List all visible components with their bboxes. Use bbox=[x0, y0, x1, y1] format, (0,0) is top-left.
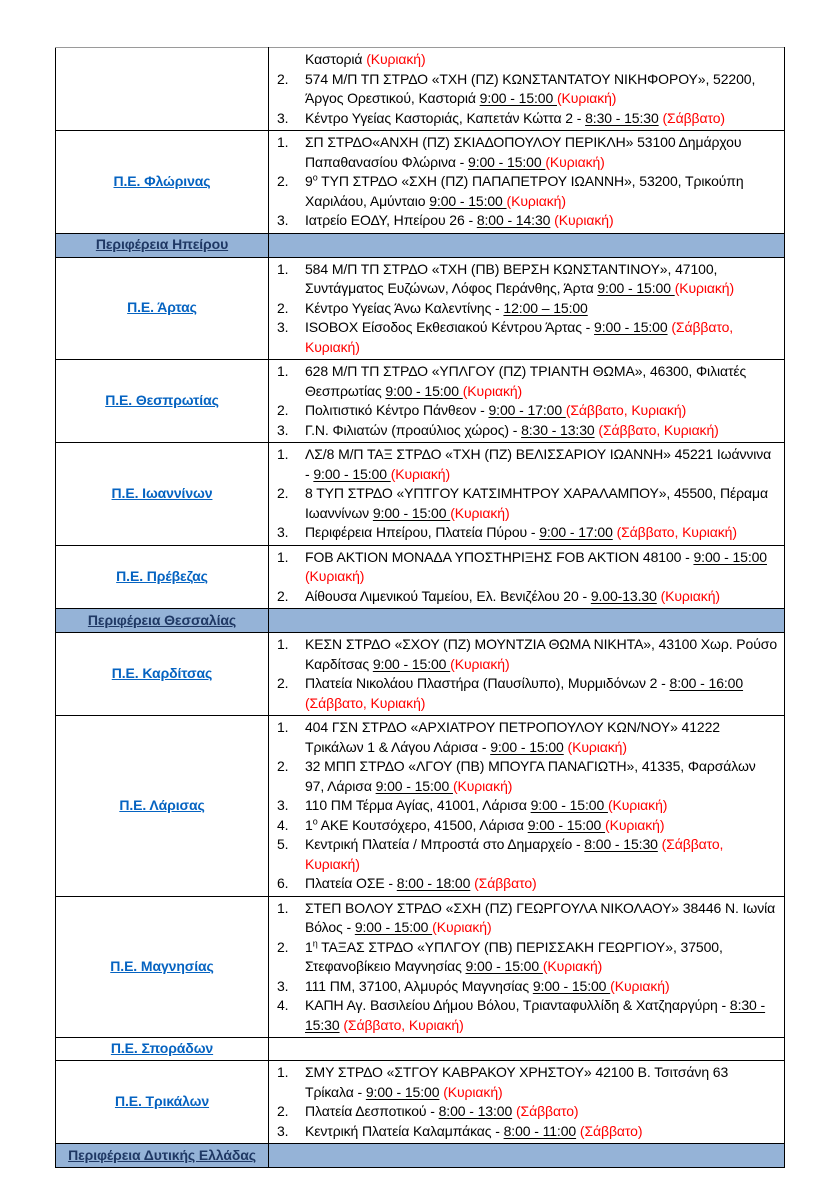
text-segment: ΣΠ ΣΤΡΔΟ«ΑΝΧΗ (ΠΖ) ΣΚΙΑΔΟΠΟΥΛΟΥ ΠΕΡΙΚΛΗ» 53100 Δημάρχου Παπαθανασίου Φλώρινα - bbox=[305, 134, 742, 170]
time-range: 9:00 - 17:00 bbox=[539, 524, 613, 540]
ordinal-suffix: ο bbox=[312, 172, 318, 183]
item-number: 1. bbox=[277, 636, 289, 652]
day-label: (Κυριακή) bbox=[556, 90, 617, 106]
region-cell bbox=[56, 48, 269, 131]
time-range: 9:00 - 15:00 bbox=[594, 319, 668, 335]
day-label: (Κυριακή) bbox=[462, 382, 523, 399]
location-item bbox=[277, 977, 780, 997]
text-segment: 404 ΓΣΝ ΣΤΡΔΟ «ΑΡΧΙΑΤΡΟΥ ΠΕΤΡΟΠΟΥΛΟΥ ΚΩΝ/ΝΟΥ» 41222 Τρικάλων 1 & Λάγου Λάρισα - bbox=[305, 719, 720, 755]
day-label: (Κυριακή) bbox=[660, 587, 720, 604]
locations-cell bbox=[269, 1061, 785, 1144]
text-segment: Κεντρική Πλατεία / Μπροστά στο Δημαρχείο - bbox=[305, 836, 585, 852]
item-number: 4. bbox=[277, 997, 289, 1013]
day-label: (Σάββατο, Κυριακή) bbox=[616, 524, 737, 540]
text-segment: 574 Μ/Π ΤΠ ΣΤΡΔΟ «ΤΧΗ (ΠΖ) ΚΩΝΣΤΑΝΤΑΤΟΥ ΝΙΚΗΦΟΡΟΥ», 52200, Άργος Ορεστικού, Καστοριά bbox=[305, 70, 756, 106]
item-number: 3. bbox=[277, 212, 289, 228]
time-range: 9:00 - 15:00 bbox=[597, 280, 675, 296]
locations-cell bbox=[269, 257, 785, 360]
location-item bbox=[277, 548, 780, 587]
location-item bbox=[277, 674, 780, 713]
location-item bbox=[277, 421, 780, 441]
text-segment: Πλατεία ΟΣΕ - bbox=[305, 875, 397, 891]
table-body bbox=[56, 48, 785, 1168]
region-row bbox=[56, 443, 785, 546]
location-item bbox=[277, 835, 780, 874]
day-label: (Κυριακή) bbox=[452, 777, 513, 794]
time-range: 9:00 - 15:00 bbox=[530, 797, 608, 813]
text-segment: ISOBOX Είσοδος Εκθεσιακού Κέντρου Άρτας - bbox=[305, 319, 595, 335]
item-text bbox=[305, 977, 780, 997]
item-number: 2. bbox=[277, 758, 289, 774]
day-label: (Σάββατο) bbox=[515, 1103, 579, 1119]
item-number: 1. bbox=[277, 446, 289, 462]
locations-cell bbox=[269, 1038, 785, 1061]
section-header-label: Περιφέρεια Δυτικής Ελλάδας bbox=[68, 1146, 256, 1163]
day-label: (Σάββατο, Κυριακή) bbox=[598, 421, 719, 438]
day-label: (Σάββατο) bbox=[474, 875, 537, 891]
day-label: (Κυριακή) bbox=[390, 465, 451, 482]
item-number: 2. bbox=[277, 402, 289, 418]
day-label: (Κυριακή) bbox=[432, 919, 492, 935]
day-label: (Κυριακή) bbox=[450, 504, 510, 521]
locations-cell bbox=[269, 633, 785, 716]
text-segment: 9 bbox=[305, 173, 313, 189]
item-number: 1. bbox=[277, 260, 289, 277]
text-segment: Πλατεία Δεσποτικού - bbox=[305, 1103, 439, 1119]
location-item bbox=[277, 1122, 780, 1142]
location-item bbox=[277, 318, 780, 357]
section-header-label: Περιφέρεια Ηπείρου bbox=[95, 236, 229, 252]
time-range: 9:00 - 15:00 bbox=[429, 192, 507, 209]
item-text bbox=[305, 70, 780, 109]
region-link[interactable]: Π.Ε. Ιωαννίνων bbox=[111, 484, 213, 501]
location-item bbox=[277, 899, 780, 938]
section-header-empty-cell bbox=[269, 609, 785, 633]
region-link[interactable]: Π.Ε. Σποράδων bbox=[110, 1040, 214, 1056]
text-segment: 628 Μ/Π ΤΠ ΣΤΡΔΟ «ΥΠΛΓΟΥ (ΠΖ) ΤΡΙΑΝΤΗ ΘΩΜΑ», 46300, Φιλιατές Θεσπρωτίας bbox=[305, 363, 747, 399]
day-label: (Κυριακή) bbox=[450, 655, 510, 672]
time-range: 9:00 - 15:00 bbox=[372, 504, 451, 521]
region-link[interactable]: Π.Ε. Θεσπρωτίας bbox=[105, 392, 219, 408]
day-label: (Κυριακή) bbox=[366, 51, 426, 67]
section-header-row bbox=[56, 233, 785, 257]
item-text bbox=[305, 172, 780, 211]
ordinal-suffix: ο bbox=[312, 815, 318, 826]
item-number: 2. bbox=[277, 675, 289, 691]
region-cell bbox=[56, 257, 269, 360]
item-text bbox=[305, 484, 780, 523]
day-label: (Σάββατο, Κυριακή) bbox=[565, 402, 687, 418]
time-range: 9:00 - 15:00 bbox=[375, 777, 453, 794]
time-range: 9:00 - 15:00 bbox=[490, 738, 564, 755]
day-label: (Σάββατο, Κυριακή) bbox=[305, 836, 724, 872]
item-text bbox=[305, 318, 780, 357]
region-cell bbox=[56, 545, 269, 609]
text-segment: 8 ΤΥΠ ΣΤΡΔΟ «ΥΠΤΓΟΥ ΚΑΤΣΙΜΗΤΡΟΥ ΧΑΡΑΛΑΜΠΟΥ», 45500, Πέραμα Ιωαννίνων bbox=[305, 485, 768, 521]
region-cell bbox=[56, 131, 269, 234]
day-label: (Κυριακή) bbox=[605, 816, 665, 833]
day-label: (Σάββατο) bbox=[579, 1122, 643, 1139]
day-label: (Σάββατο, Κυριακή) bbox=[305, 694, 426, 711]
item-text bbox=[305, 816, 780, 836]
text-segment: ΤΑΞΑΣ ΣΤΡΔΟ «ΥΠΛΓΟΥ (ΠΒ) ΠΕΡΙΣΣΑΚΗ ΓΕΩΡΓΙΟΥ», 37500, Στεφανοβίκειο Μαγνησίας bbox=[305, 938, 723, 974]
region-row bbox=[56, 896, 785, 1038]
time-range: 9:00 - 15:00 bbox=[468, 153, 546, 170]
location-item bbox=[277, 996, 780, 1035]
text-segment: 584 Μ/Π ΤΠ ΣΤΡΔΟ «ΤΧΗ (ΠΒ) ΒΕΡΣΗ ΚΩΝΣΤΑΝΤΙΝΟΥ», 47100, Συντάγματος Ευζώνων, Λόφος Περάνθης, Άρτα bbox=[305, 260, 718, 296]
text-segment: Κέντρο Υγείας Καστοριάς, Καπετάν Κώττα 2 - bbox=[305, 109, 586, 126]
item-text bbox=[305, 718, 780, 757]
location-item bbox=[277, 260, 780, 299]
day-label: (Κυριακή) bbox=[567, 738, 627, 755]
location-item bbox=[277, 523, 780, 543]
section-header-label: Περιφέρεια Θεσσαλίας bbox=[87, 611, 237, 628]
item-number: 2. bbox=[277, 1103, 289, 1119]
location-item bbox=[277, 211, 780, 231]
item-text bbox=[305, 874, 780, 894]
region-link[interactable]: Π.Ε. Πρέβεζας bbox=[116, 567, 208, 584]
location-item bbox=[277, 70, 780, 109]
time-range: 8:00 - 18:00 bbox=[396, 875, 471, 891]
text-segment: ΚΑΠΗ Αγ. Βασιλείου Δήμου Βόλου, Τριανταφυλλίδη & Χατζηαργύρη - bbox=[305, 997, 730, 1013]
text-segment: Καστοριά bbox=[305, 51, 367, 67]
item-text bbox=[305, 757, 780, 796]
region-row bbox=[56, 633, 785, 716]
time-range: 8:00 - 11:00 bbox=[503, 1122, 577, 1139]
region-row bbox=[56, 48, 785, 131]
time-range: 9:00 - 15:00 bbox=[365, 1083, 440, 1100]
item-number: 1. bbox=[277, 363, 289, 379]
region-link[interactable]: Π.Ε. Μαγνησίας bbox=[110, 957, 214, 974]
time-range: 9:00 - 15:00 bbox=[532, 977, 611, 994]
item-text bbox=[305, 133, 780, 172]
item-text bbox=[305, 938, 780, 977]
region-row bbox=[56, 360, 785, 443]
item-number: 2. bbox=[277, 299, 289, 316]
text-segment: 1 bbox=[305, 938, 313, 955]
region-row bbox=[56, 1061, 785, 1144]
day-label: (Κυριακή) bbox=[554, 212, 614, 228]
item-number: 3. bbox=[277, 524, 289, 540]
region-row bbox=[56, 257, 785, 360]
text-segment: ΑΚΕ Κουτσόχερο, 41500, Λάρισα bbox=[317, 816, 528, 833]
region-cell bbox=[56, 896, 269, 1038]
day-label: (Κυριακή) bbox=[542, 958, 603, 974]
locations-cell bbox=[269, 48, 785, 131]
item-text bbox=[305, 796, 780, 816]
location-item bbox=[277, 484, 780, 523]
section-header-row bbox=[56, 1144, 785, 1168]
location-item bbox=[277, 445, 780, 484]
item-text bbox=[305, 211, 780, 231]
item-text bbox=[305, 835, 780, 874]
time-range: 8:00 - 14:30 bbox=[476, 212, 551, 228]
item-text bbox=[305, 548, 780, 587]
location-item bbox=[277, 50, 780, 70]
region-link[interactable]: Π.Ε. Άρτας bbox=[127, 299, 197, 316]
item-text bbox=[305, 109, 780, 129]
section-header-cell bbox=[56, 609, 269, 633]
text-segment: Πλατεία Νικολάου Πλαστήρα (Παυσίλυπο), Μυρμιδόνων 2 - bbox=[305, 675, 670, 691]
time-range: 9:00 - 15:00 bbox=[385, 382, 463, 399]
region-link[interactable]: Π.Ε. Καρδίτσας bbox=[111, 665, 213, 681]
text-segment: 111 ΠΜ, 37100, Αλμυρός Μαγνησίας bbox=[305, 977, 533, 994]
locations-cell bbox=[269, 896, 785, 1038]
time-range: 8:00 - 13:00 bbox=[438, 1103, 513, 1119]
location-item bbox=[277, 133, 780, 172]
item-number: 2. bbox=[277, 70, 289, 87]
time-range: 9:00 - 15:00 bbox=[693, 548, 767, 565]
day-label: (Κυριακή) bbox=[506, 192, 566, 209]
item-text bbox=[305, 1102, 780, 1122]
item-number: 1. bbox=[277, 719, 289, 735]
item-number: 3. bbox=[277, 1122, 289, 1139]
item-text bbox=[305, 299, 780, 319]
time-range: 9:00 - 15:00 bbox=[372, 655, 451, 672]
item-number: 2. bbox=[277, 485, 289, 501]
time-range: 8:30 - 15:30 bbox=[305, 997, 766, 1033]
time-range: 9:00 - 15:00 bbox=[527, 816, 606, 833]
item-number: 3. bbox=[277, 797, 289, 813]
day-label: (Κυριακή) bbox=[545, 153, 605, 170]
item-text bbox=[305, 50, 780, 70]
location-item bbox=[277, 874, 780, 894]
time-range: 9:00 - 15:00 bbox=[479, 90, 557, 106]
text-segment: 32 ΜΠΠ ΣΤΡΔΟ «ΛΓΟΥ (ΠΒ) ΜΠΟΥΓΑ ΠΑΝΑΓΙΩΤΗ», 41335, Φαρσάλων 97, Λάρισα bbox=[305, 758, 756, 794]
item-text bbox=[305, 401, 780, 421]
location-item bbox=[277, 1063, 780, 1102]
day-label: (Σάββατο, Κυριακή) bbox=[305, 319, 734, 355]
day-label: (Κυριακή) bbox=[607, 797, 668, 813]
section-header-empty-cell bbox=[269, 233, 785, 257]
text-segment: Γ.Ν. Φιλιατών (προαύλιος χώρος) - bbox=[305, 421, 522, 438]
text-segment: Περιφέρεια Ηπείρου, Πλατεία Πύρου - bbox=[305, 524, 540, 540]
location-item bbox=[277, 757, 780, 796]
location-item bbox=[277, 718, 780, 757]
region-cell bbox=[56, 360, 269, 443]
text-segment: Κεντρική Πλατεία Καλαμπάκας - bbox=[305, 1122, 504, 1139]
day-label: (Σάββατο, Κυριακή) bbox=[343, 1016, 464, 1033]
item-number: 1. bbox=[277, 899, 289, 916]
text-segment: ΣΤΕΠ ΒΟΛΟΥ ΣΤΡΔΟ «ΣΧΗ (ΠΖ) ΓΕΩΡΓΟΥΛΑ ΝΙΚΟΛΑΟΥ» 38446 Ν. Ιωνία Βόλος - bbox=[305, 899, 776, 935]
day-label: (Κυριακή) bbox=[610, 977, 670, 994]
item-text bbox=[305, 523, 780, 543]
item-text bbox=[305, 362, 780, 401]
locations-cell bbox=[269, 131, 785, 234]
locations-cell bbox=[269, 716, 785, 897]
region-link[interactable]: Π.Ε. Φλώρινας bbox=[113, 172, 211, 189]
section-header-cell bbox=[56, 1144, 269, 1168]
text-segment: ΚΕΣΝ ΣΤΡΔΟ «ΣΧΟΥ (ΠΖ) ΜΟΥΝΤΖΙΑ ΘΩΜΑ ΝΙΚΗΤΑ», 43100 Χωρ. Ρούσο Καρδίτσας bbox=[305, 636, 778, 672]
item-number: 1. bbox=[277, 1064, 289, 1080]
location-item bbox=[277, 938, 780, 977]
item-text bbox=[305, 1063, 780, 1102]
item-number: 1. bbox=[277, 548, 289, 565]
text-segment: Ιατρείο ΕΟΔΥ, Ηπείρου 26 - bbox=[305, 212, 477, 228]
item-text bbox=[305, 421, 780, 441]
text-segment: FOB AKTION ΜΟΝΑΔΑ ΥΠΟΣΤΗΡΙΞΗΣ FOB AKTION 48100 - bbox=[305, 548, 694, 565]
section-header-empty-cell bbox=[269, 1144, 785, 1168]
time-range: 9:00 - 17:00 bbox=[488, 402, 566, 418]
text-segment: ΤΥΠ ΣΤΡΔΟ «ΣΧΗ (ΠΖ) ΠΑΠΑΠΕΤΡΟΥ ΙΩΑΝΝΗ», 53200, Τρικούπη Χαριλάου, Αμύνταιο bbox=[305, 173, 744, 209]
day-label: (Κυριακή) bbox=[305, 568, 365, 584]
item-number: 2. bbox=[277, 938, 289, 955]
time-range: 8:30 - 13:30 bbox=[521, 421, 595, 438]
day-label: (Κυριακή) bbox=[674, 280, 735, 296]
location-item bbox=[277, 172, 780, 211]
item-number: 1. bbox=[277, 134, 289, 150]
region-cell bbox=[56, 716, 269, 897]
time-range: 8:30 - 15:30 bbox=[585, 109, 659, 126]
region-link[interactable]: Π.Ε. Λάρισας bbox=[119, 796, 205, 813]
section-header-row bbox=[56, 609, 785, 633]
item-text bbox=[305, 899, 780, 938]
location-item bbox=[277, 796, 780, 816]
location-item bbox=[277, 109, 780, 129]
location-item bbox=[277, 401, 780, 421]
item-number: 5. bbox=[277, 836, 289, 852]
day-label: (Κυριακή) bbox=[443, 1083, 503, 1100]
text-segment: Πολιτιστικό Κέντρο Πάνθεον - bbox=[305, 402, 489, 418]
time-range: 9.00-13.30 bbox=[590, 587, 657, 604]
item-number: 6. bbox=[277, 875, 289, 891]
text-segment: Κέντρο Υγείας Άνω Καλεντίνης - bbox=[305, 299, 504, 316]
text-segment: Αίθουσα Λιμενικού Ταμείου, Ελ. Βενιζέλου 20 - bbox=[305, 587, 591, 604]
text-segment: 1 bbox=[305, 816, 313, 833]
item-number: 4. bbox=[277, 816, 289, 833]
section-header-cell bbox=[56, 233, 269, 257]
location-item bbox=[277, 362, 780, 401]
item-text bbox=[305, 635, 780, 674]
item-number: 3. bbox=[277, 421, 289, 438]
ordinal-suffix: η bbox=[312, 937, 318, 948]
time-range: 9:00 - 15:00 bbox=[313, 465, 391, 482]
item-text bbox=[305, 445, 780, 484]
region-link[interactable]: Π.Ε. Τρικάλων bbox=[114, 1093, 210, 1109]
item-text bbox=[305, 587, 780, 607]
item-text bbox=[305, 1122, 780, 1142]
location-item bbox=[277, 816, 780, 836]
locations-cell bbox=[269, 360, 785, 443]
time-range: 9:00 - 15:00 bbox=[354, 919, 433, 935]
region-cell bbox=[56, 1038, 269, 1061]
location-item bbox=[277, 1102, 780, 1122]
region-row bbox=[56, 131, 785, 234]
time-range: 8:00 - 15:30 bbox=[584, 836, 658, 852]
time-range: 9:00 - 15:00 bbox=[465, 958, 543, 974]
item-number: 3. bbox=[277, 977, 289, 994]
text-segment: 110 ΠΜ Τέρμα Αγίας, 41001, Λάρισα bbox=[305, 797, 531, 813]
time-range: 12:00 – 15:00 bbox=[503, 299, 588, 316]
item-number: 3. bbox=[277, 109, 289, 126]
location-item bbox=[277, 587, 780, 607]
region-row bbox=[56, 1038, 785, 1061]
item-number: 2. bbox=[277, 587, 289, 604]
region-row bbox=[56, 545, 785, 609]
day-label: (Σάββατο) bbox=[662, 109, 725, 126]
item-text bbox=[305, 674, 780, 713]
item-number: 2. bbox=[277, 173, 289, 189]
item-number: 3. bbox=[277, 319, 289, 335]
vaccination-locations-table bbox=[55, 47, 785, 1168]
text-segment: ΛΣ/8 Μ/Π ΤΑΞ ΣΤΡΔΟ «ΤΧΗ (ΠΖ) ΒΕΛΙΣΣΑΡΙΟΥ ΙΩΑΝΝΗ» 45221 Ιωάννινα - bbox=[305, 446, 772, 482]
text-segment: ΣΜΥ ΣΤΡΔΟ «ΣΤΓΟΥ ΚΑΒΡΑΚΟΥ ΧΡΗΣΤΟΥ» 42100 Β. Τσιτσάνη 63 Τρίκαλα - bbox=[305, 1064, 729, 1100]
region-cell bbox=[56, 1061, 269, 1144]
locations-cell bbox=[269, 443, 785, 546]
item-text bbox=[305, 260, 780, 299]
location-item bbox=[277, 299, 780, 319]
location-item bbox=[277, 635, 780, 674]
time-range: 8:00 - 16:00 bbox=[669, 675, 744, 691]
locations-cell bbox=[269, 545, 785, 609]
item-text bbox=[305, 996, 780, 1035]
region-cell bbox=[56, 443, 269, 546]
region-cell bbox=[56, 633, 269, 716]
region-row bbox=[56, 716, 785, 897]
